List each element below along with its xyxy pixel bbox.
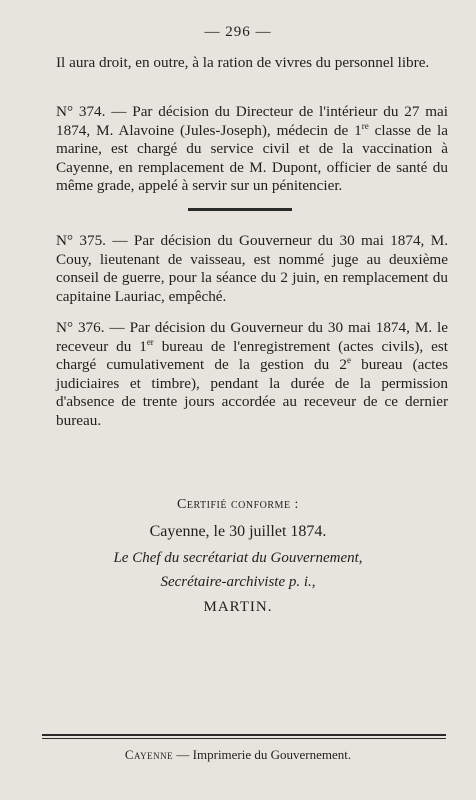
- decision-374-sup: re: [361, 120, 369, 131]
- intro-paragraph: [56, 54, 448, 73]
- decision-374-body-1: — Par décision du Directeur de l'intérieur du 27 mai 1874, M. Alavoine (Jules-Joseph), médecin de 1: [56, 103, 448, 139]
- decision-376-sup-1: er: [146, 336, 154, 347]
- footer: [0, 747, 476, 763]
- decision-375-body: — Par décision du Gouverneur du 30 mai 1874, M. Couy, lieutenant de vaisseau, est nommé juge au deuxième conseil de guerre, pour la séance du 2 juin, en remplacement du capitaine Lauriac, empêché.: [56, 232, 449, 305]
- decision-374-number: N° 374.: [56, 103, 106, 120]
- chief-title: Le Chef du secrétariat du Gouvernement,: [113, 550, 363, 566]
- decision-376-body-1: — Par décision du Gouverneur du 30 mai 1874, M. le receveur du 1: [56, 319, 448, 355]
- secretary-title: Secrétaire-archiviste p. i.,: [160, 574, 316, 590]
- page-number: — 296 —: [204, 24, 272, 40]
- decision-375-number: N° 375.: [56, 232, 106, 249]
- place-date: Cayenne, le 30 juillet 1874.: [149, 523, 327, 540]
- separator-rule: [188, 208, 292, 211]
- decision-376-body-2: bureau de l'enregistrement (actes civils), est chargé cumulativement de la gestion du 2: [56, 337, 448, 374]
- decision-375: [56, 232, 448, 306]
- decision-374: [56, 103, 448, 196]
- footer-rule: [42, 734, 446, 739]
- decision-374-text: [56, 103, 448, 196]
- decision-375-text: [56, 232, 448, 306]
- decision-374-body-2: classe de la marine, est chargé du service civil et de la vaccination à Cayenne, en remplacement de M. Dupont, officier de santé du même grade, appelé à servir sur un pénitencier.: [56, 121, 448, 195]
- certified-text: Certifié conforme :: [177, 497, 299, 512]
- signatory-name: MARTIN.: [203, 599, 273, 615]
- decision-376-number: N° 376.: [56, 319, 105, 336]
- certified-line: [0, 496, 476, 513]
- decision-376-sup-2: e: [346, 355, 351, 366]
- intro-text: Il aura droit, en outre, à la ration de vivres du personnel libre.: [56, 54, 430, 71]
- decision-376-text: [56, 319, 448, 431]
- footer-city: Cayenne: [124, 747, 174, 762]
- decision-376: [56, 319, 448, 431]
- decision-376-body-3: bureau (actes judiciaires et timbre), pendant la durée de la permission d'absence de trente jours accordée au receveur de ce dernier bureau.: [56, 356, 448, 429]
- footer-printer: — Imprimerie du Gouvernement.: [173, 747, 352, 762]
